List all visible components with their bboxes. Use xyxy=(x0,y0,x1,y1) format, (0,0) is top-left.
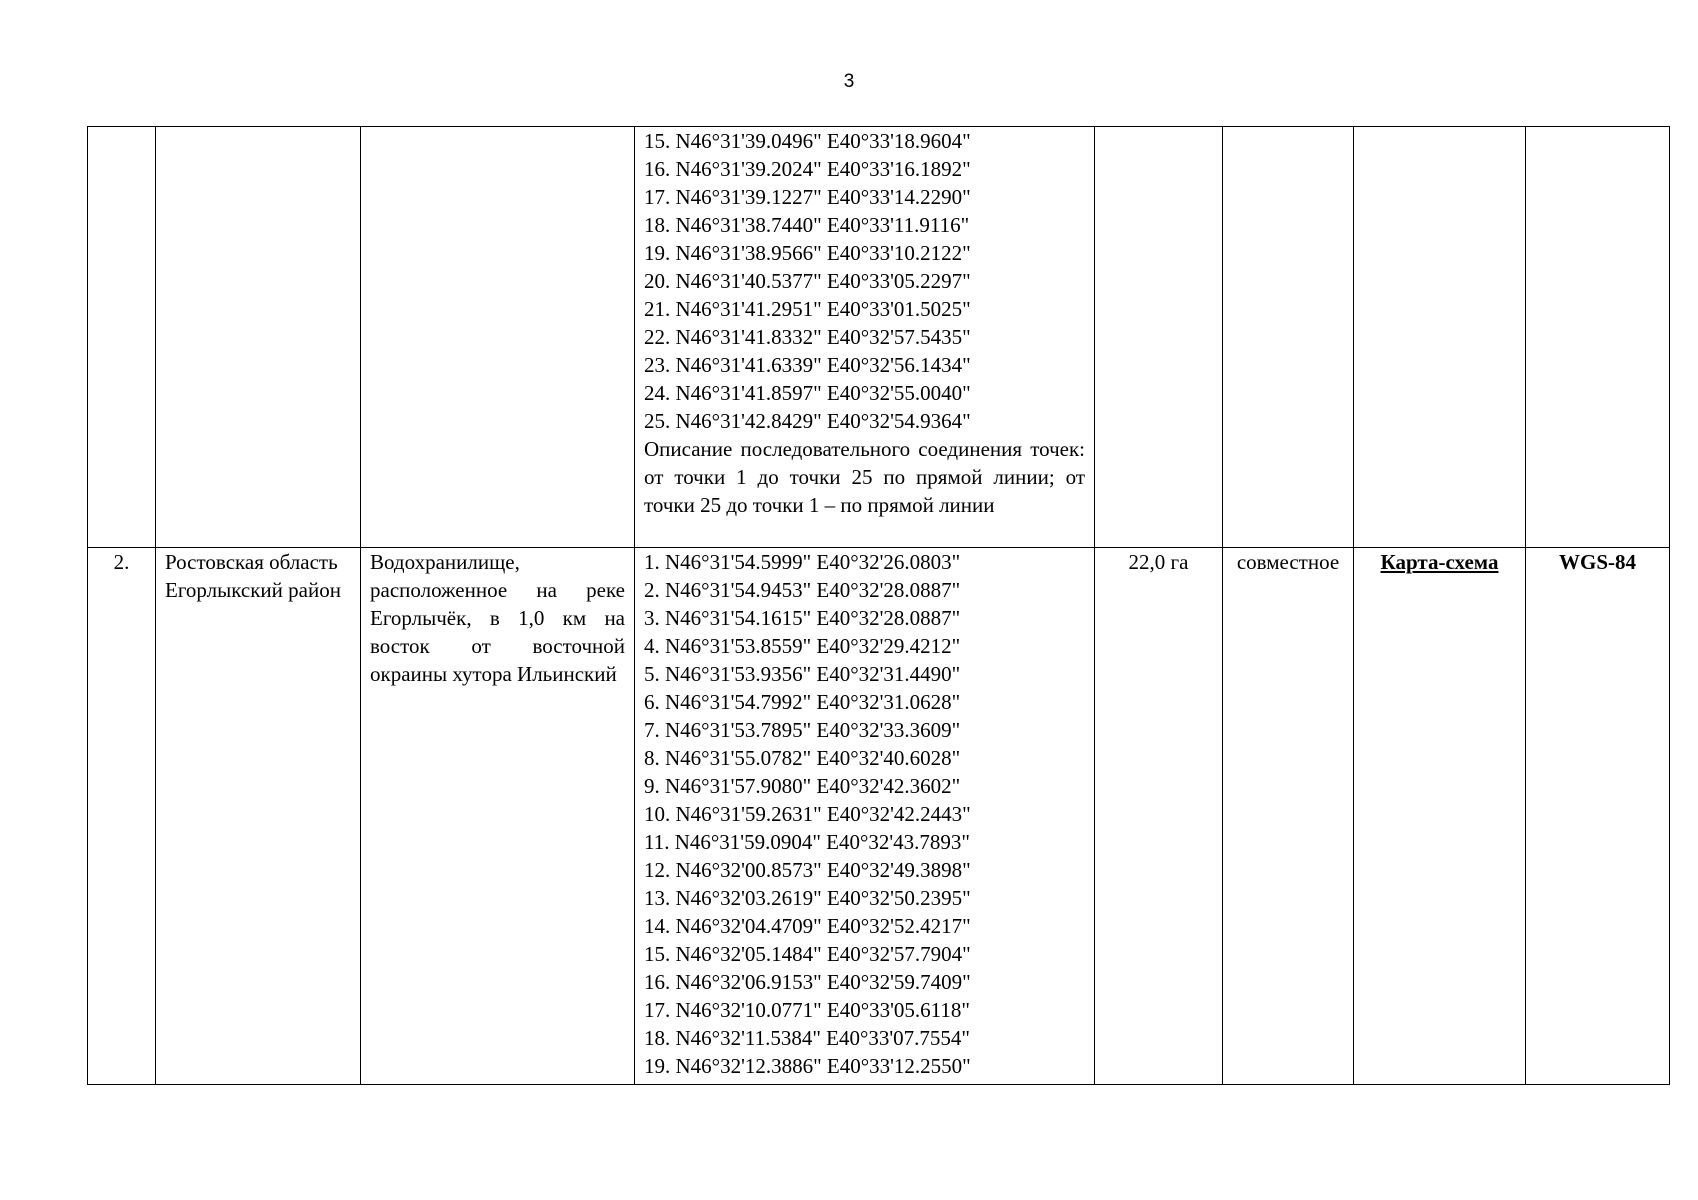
coordinate-point: 25. N46°31'42.8429" E40°32'54.9364" xyxy=(644,409,971,433)
cell-coordinates xyxy=(635,127,1095,548)
coordinate-point: 5. N46°31'53.9356" E40°32'31.4490" xyxy=(644,662,961,686)
coordinate-point: 22. N46°31'41.8332" E40°32'57.5435" xyxy=(644,325,971,349)
object-description-cell: Водохранилище, расположенное на реке Егорлычёк, в 1,0 км на восток от восточной окраины хутора Ильинский xyxy=(361,548,635,1085)
cell-area-empty xyxy=(1095,127,1223,548)
coordinate-point: 14. N46°32'04.4709" E40°32'52.4217" xyxy=(644,914,971,938)
cell-coordinates xyxy=(635,548,1095,1085)
coordinate-point: 3. N46°31'54.1615" E40°32'28.0887" xyxy=(644,606,961,630)
coordinate-point: 2. N46°31'54.9453" E40°32'28.0887" xyxy=(644,578,961,602)
coordinate-point: 21. N46°31'41.2951" E40°33'01.5025" xyxy=(644,297,971,321)
coordinate-point: 15. N46°32'05.1484" E40°32'57.7904" xyxy=(644,942,971,966)
coordinate-point: 17. N46°31'39.1227" E40°33'14.2290" xyxy=(644,185,971,209)
coordinate-point: 19. N46°32'12.3886" E40°33'12.2550" xyxy=(644,1054,971,1078)
coordinate-point: 7. N46°31'53.7895" E40°32'33.3609" xyxy=(644,718,961,742)
coordinate-point: 24. N46°31'41.8597" E40°32'55.0040" xyxy=(644,381,971,405)
cell-map-empty xyxy=(1354,127,1526,548)
coordinate-point: 17. N46°32'10.0771" E40°33'05.6118" xyxy=(644,998,970,1022)
coordinate-point: 9. N46°31'57.9080" E40°32'42.3602" xyxy=(644,774,961,798)
coordinate-point: 18. N46°32'11.5384" E40°33'07.7554" xyxy=(644,1026,970,1050)
cell-number-empty xyxy=(88,127,156,548)
area-cell: 22,0 га xyxy=(1095,548,1223,1085)
coordinate-point: 1. N46°31'54.5999" E40°32'26.0803" xyxy=(644,550,961,574)
table-row-continuation xyxy=(88,127,1670,548)
coordinate-point: 18. N46°31'38.7440" E40°33'11.9116" xyxy=(644,213,970,237)
connection-description: Описание последовательного соединения точек: от точки 1 до точки 25 по прямой линии; от точки 25 до точки 1 – по прямой линии xyxy=(644,437,1085,517)
coordinate-point: 16. N46°31'39.2024" E40°33'16.1892" xyxy=(644,157,971,181)
table-row-2 xyxy=(88,548,1670,1085)
row-number: 2. xyxy=(88,548,156,1085)
coordinate-point: 4. N46°31'53.8559" E40°32'29.4212" xyxy=(644,634,961,658)
coordinate-point: 23. N46°31'41.6339" E40°32'56.1434" xyxy=(644,353,971,377)
cell-usage-empty xyxy=(1223,127,1354,548)
coordinate-point: 19. N46°31'38.9566" E40°33'10.2122" xyxy=(644,241,971,265)
coordinate-point: 6. N46°31'54.7992" E40°32'31.0628" xyxy=(644,690,961,714)
map-scheme-link[interactable]: Карта-схема xyxy=(1380,550,1499,574)
coordinate-point: 16. N46°32'06.9153" E40°32'59.7409" xyxy=(644,970,971,994)
coordinate-point: 15. N46°31'39.0496" E40°33'18.9604" xyxy=(644,129,971,153)
cell-object-empty xyxy=(361,127,635,548)
coordinate-system-cell: WGS-84 xyxy=(1526,548,1670,1085)
coordinate-point: 12. N46°32'00.8573" E40°32'49.3898" xyxy=(644,858,971,882)
cell-region-empty xyxy=(156,127,361,548)
coordinate-point: 10. N46°31'59.2631" E40°32'42.2443" xyxy=(644,802,971,826)
cell-system-empty xyxy=(1526,127,1670,548)
coordinate-point: 8. N46°31'55.0782" E40°32'40.6028" xyxy=(644,746,961,770)
page-number: 3 xyxy=(843,71,855,92)
reservoir-table xyxy=(87,126,1670,1085)
coordinate-point: 20. N46°31'40.5377" E40°33'05.2297" xyxy=(644,269,971,293)
coordinate-point: 13. N46°32'03.2619" E40°32'50.2395" xyxy=(644,886,971,910)
region-cell: Ростовская область Егорлыкский район xyxy=(156,548,361,1085)
coordinate-point: 11. N46°31'59.0904" E40°32'43.7893" xyxy=(644,830,970,854)
map-cell xyxy=(1354,548,1526,1085)
usage-cell: совместное xyxy=(1223,548,1354,1085)
